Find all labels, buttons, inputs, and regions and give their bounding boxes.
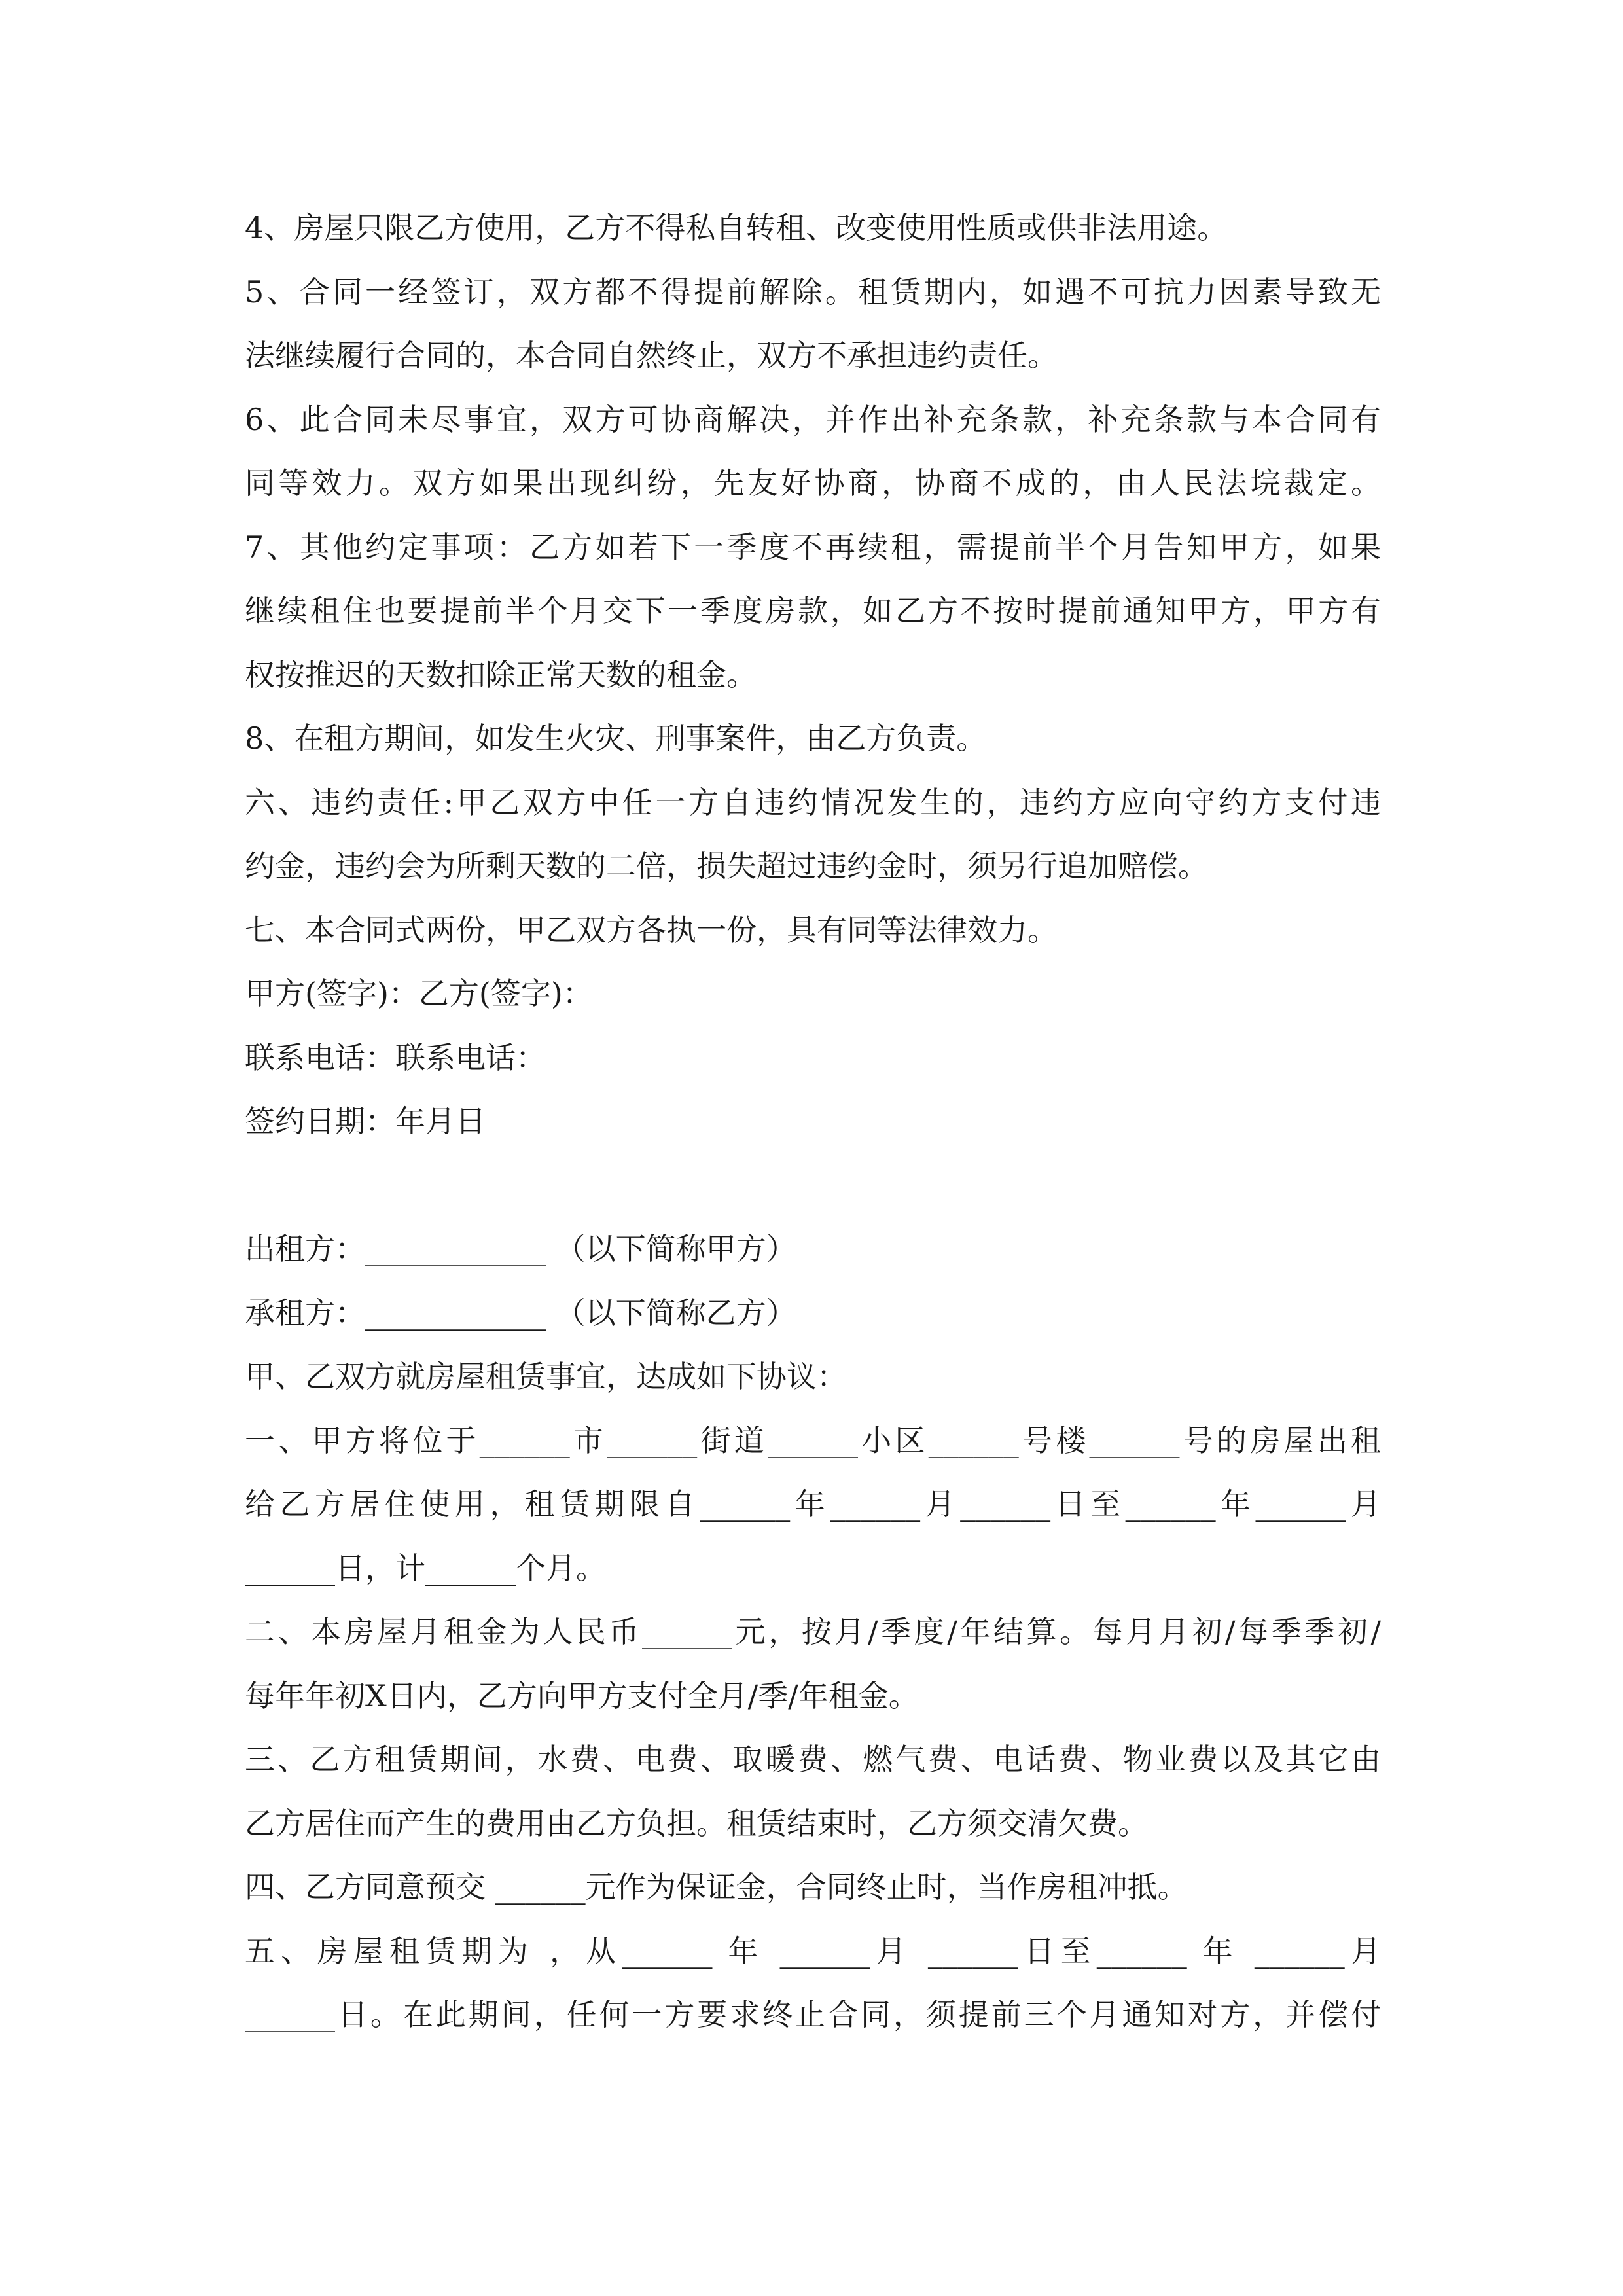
article-3-line-2: 乙方居住而产生的费用由乙方负担。租赁结束时，乙方须交清欠费。 <box>245 1805 1148 1841</box>
clause-4: 4、房屋只限乙方使用，乙方不得私自转租、改变使用性质或供非法用途。 <box>245 210 1228 245</box>
article-1-line-2: 给乙方居住使用，租赁期限自______年______月______日至______年______月 <box>245 1486 1382 1522</box>
phone-line: 联系电话：联系电话： <box>245 1039 546 1075</box>
clause-5-line-2: 法继续履行合同的，本合同自然终止，双方不承担违约责任。 <box>245 338 1058 373</box>
article-3-line-1: 三、乙方租赁期间，水费、电费、取暖费、燃气费、电话费、物业费以及其它由 <box>245 1742 1381 1777</box>
lessor-line: 出租方：____________ （以下简称甲方） <box>245 1231 796 1266</box>
article-1-line-1: 一、甲方将位于______市______街道______小区______号楼______号的房屋出租 <box>245 1422 1381 1458</box>
agreement-intro: 甲、乙双方就房屋租赁事宜，达成如下协议： <box>245 1359 847 1394</box>
section-7: 七、本合同式两份，甲乙双方各执一份，具有同等法律效力。 <box>245 912 1058 948</box>
article-1-line-3: ______日，计______个月。 <box>245 1550 606 1586</box>
paragraph-gap <box>245 1154 1381 1218</box>
article-5-line-1: 五、房屋租赁期为 ，从______ 年 ______月 ______日至______ 年 ______月 <box>245 1933 1381 1969</box>
clause-6-line-1: 6、此合同未尽事宜，双方可协商解决，并作出补充条款，补充条款与本合同有 <box>245 401 1381 437</box>
signature-line: 甲方(签字)：乙方(签字)： <box>245 976 593 1011</box>
clause-7-line-1: 7、其他约定事项：乙方如若下一季度不再续租，需提前半个月告知甲方，如果 <box>245 529 1381 565</box>
article-5-line-2: ______日。在此期间，任何一方要求终止合同，须提前三个月通知对方，并偿付 <box>245 1997 1381 2032</box>
lessee-line: 承租方：____________ （以下简称乙方） <box>245 1295 796 1331</box>
clause-8: 8、在租方期间，如发生火灾、刑事案件，由乙方负责。 <box>245 721 987 756</box>
section-6-line-2: 约金，违约会为所剩天数的二倍，损失超过违约金时，须另行追加赔偿。 <box>245 848 1208 884</box>
clause-5-line-1: 5、合同一经签订，双方都不得提前解除。租赁期内，如遇不可抗力因素导致无 <box>245 274 1381 310</box>
clause-7-line-3: 权按推迟的天数扣除正常天数的租金。 <box>245 656 757 692</box>
sign-date-line: 签约日期：年月日 <box>245 1103 486 1139</box>
article-2-line-2: 每年年初X日内，乙方向甲方支付全月/季/年租金。 <box>245 1677 919 1713</box>
article-4: 四、乙方同意预交 ______元作为保证金，合同终止时，当作房租冲抵。 <box>245 1869 1188 1905</box>
clause-7-line-2: 继续租住也要提前半个月交下一季度房款，如乙方不按时提前通知甲方，甲方有 <box>245 593 1381 628</box>
document-body <box>245 196 1381 2047</box>
article-2-line-1: 二、本房屋月租金为人民币______元，按月/季度/年结算。每月月初/每季季初/ <box>245 1614 1381 1649</box>
clause-6-line-2: 同等效力。双方如果出现纠纷，先友好协商，协商不成的，由人民法垸裁定。 <box>245 465 1381 501</box>
section-6-line-1: 六、违约责任:甲乙双方中任一方自违约情况发生的，违约方应向守约方支付违 <box>245 784 1381 820</box>
